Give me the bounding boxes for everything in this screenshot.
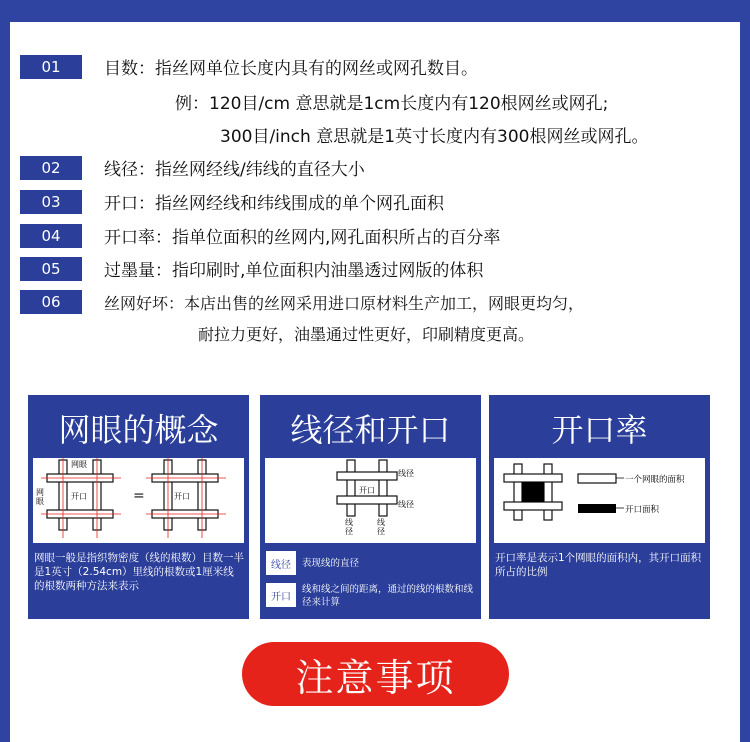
wire-diagram [265, 458, 476, 543]
definition-text: 开口：指丝网经线和纬线围成的单个网孔面积 [104, 194, 444, 214]
definition-row-06 [20, 290, 584, 314]
label-wangyan-top: 网眼 [71, 460, 87, 469]
legend-open: 开口面积 [625, 505, 660, 515]
label-wangyan-side: 网眼 [36, 488, 44, 506]
top-band [0, 0, 750, 22]
ratio-diagram [494, 458, 705, 543]
notice-button[interactable]: 注意事项 [242, 642, 509, 706]
quality-line-2: 耐拉力更好，油墨通过性更好，印刷精度更高。 [198, 325, 535, 344]
definition-row-01 [20, 54, 478, 79]
row1-tag: 线径 [266, 551, 296, 575]
number-badge: 05 [20, 257, 82, 281]
panel-title: 网眼的概念 [58, 411, 219, 449]
panel-title: 开口率 [551, 411, 648, 449]
definition-text: 丝网好坏：本店出售的丝网采用进口原材料生产加工，网眼更均匀， [104, 293, 585, 313]
svg-text:=: = [133, 488, 145, 504]
number-badge: 04 [20, 224, 82, 248]
label-xianjing-bottom-2: 线径 [377, 518, 385, 536]
label-xianjing-right-2: 线径 [398, 500, 414, 509]
legend-mesh: 一个网眼的面积 [625, 475, 685, 485]
definition-text: 开口率：指单位面积的丝网内,网孔面积所占的百分率 [104, 228, 501, 248]
definition-text: 目数：指丝网单位长度内具有的网丝或网孔数目。 [104, 59, 478, 79]
definition-text: 过墨量：指印刷时,单位面积内油墨透过网版的体积 [104, 261, 484, 281]
open-ratio-panel [489, 395, 710, 619]
ratio-diagram-svg [494, 458, 705, 543]
number-badge: 02 [20, 156, 82, 180]
mesh-diagram-svg [33, 458, 244, 543]
row2-tag: 开口 [266, 583, 296, 607]
ratio-description: 开口率是表示1个网眼的面积内，其开口面积所占的比例 [495, 552, 702, 578]
wire-opening-panel [260, 395, 481, 619]
definition-row-03 [20, 189, 444, 214]
row1-text: 表现线的直径 [302, 558, 360, 569]
definition-row-05 [20, 256, 483, 281]
wire-diagram-svg [265, 458, 476, 543]
number-badge: 06 [20, 290, 82, 314]
example-line-1: 例：120目/cm 意思就是1cm长度内有120根网丝或网孔; [175, 94, 609, 114]
mesh-diagram [33, 458, 244, 543]
definition-row-02 [20, 155, 365, 180]
definition-row-04 [20, 223, 500, 248]
label-kaikou-right: 开口 [174, 492, 190, 501]
mesh-concept-panel [28, 395, 249, 619]
panel-title: 线径和开口 [290, 411, 451, 449]
definition-text: 线径：指丝网经线/纬线的直径大小 [104, 160, 365, 180]
number-badge: 01 [20, 55, 82, 79]
number-badge: 03 [20, 190, 82, 214]
label-xianjing-right: 线径 [398, 469, 414, 478]
row2-text: 线和线之间的距离，通过的线的根数和线径来计算 [302, 584, 474, 608]
label-xianjing-bottom-1: 线径 [345, 518, 353, 536]
example-line-2: 300目/inch 意思就是1英寸长度内有300根网丝或网孔。 [220, 127, 649, 147]
mesh-description: 网眼一般是指织物密度（线的根数）目数一半是1英寸（2.54cm）里线的根数或1厘米线的根数两种方法来表示 [34, 552, 244, 592]
label-kaikou: 开口 [71, 492, 87, 501]
label-kaikou-center: 开口 [359, 486, 375, 495]
